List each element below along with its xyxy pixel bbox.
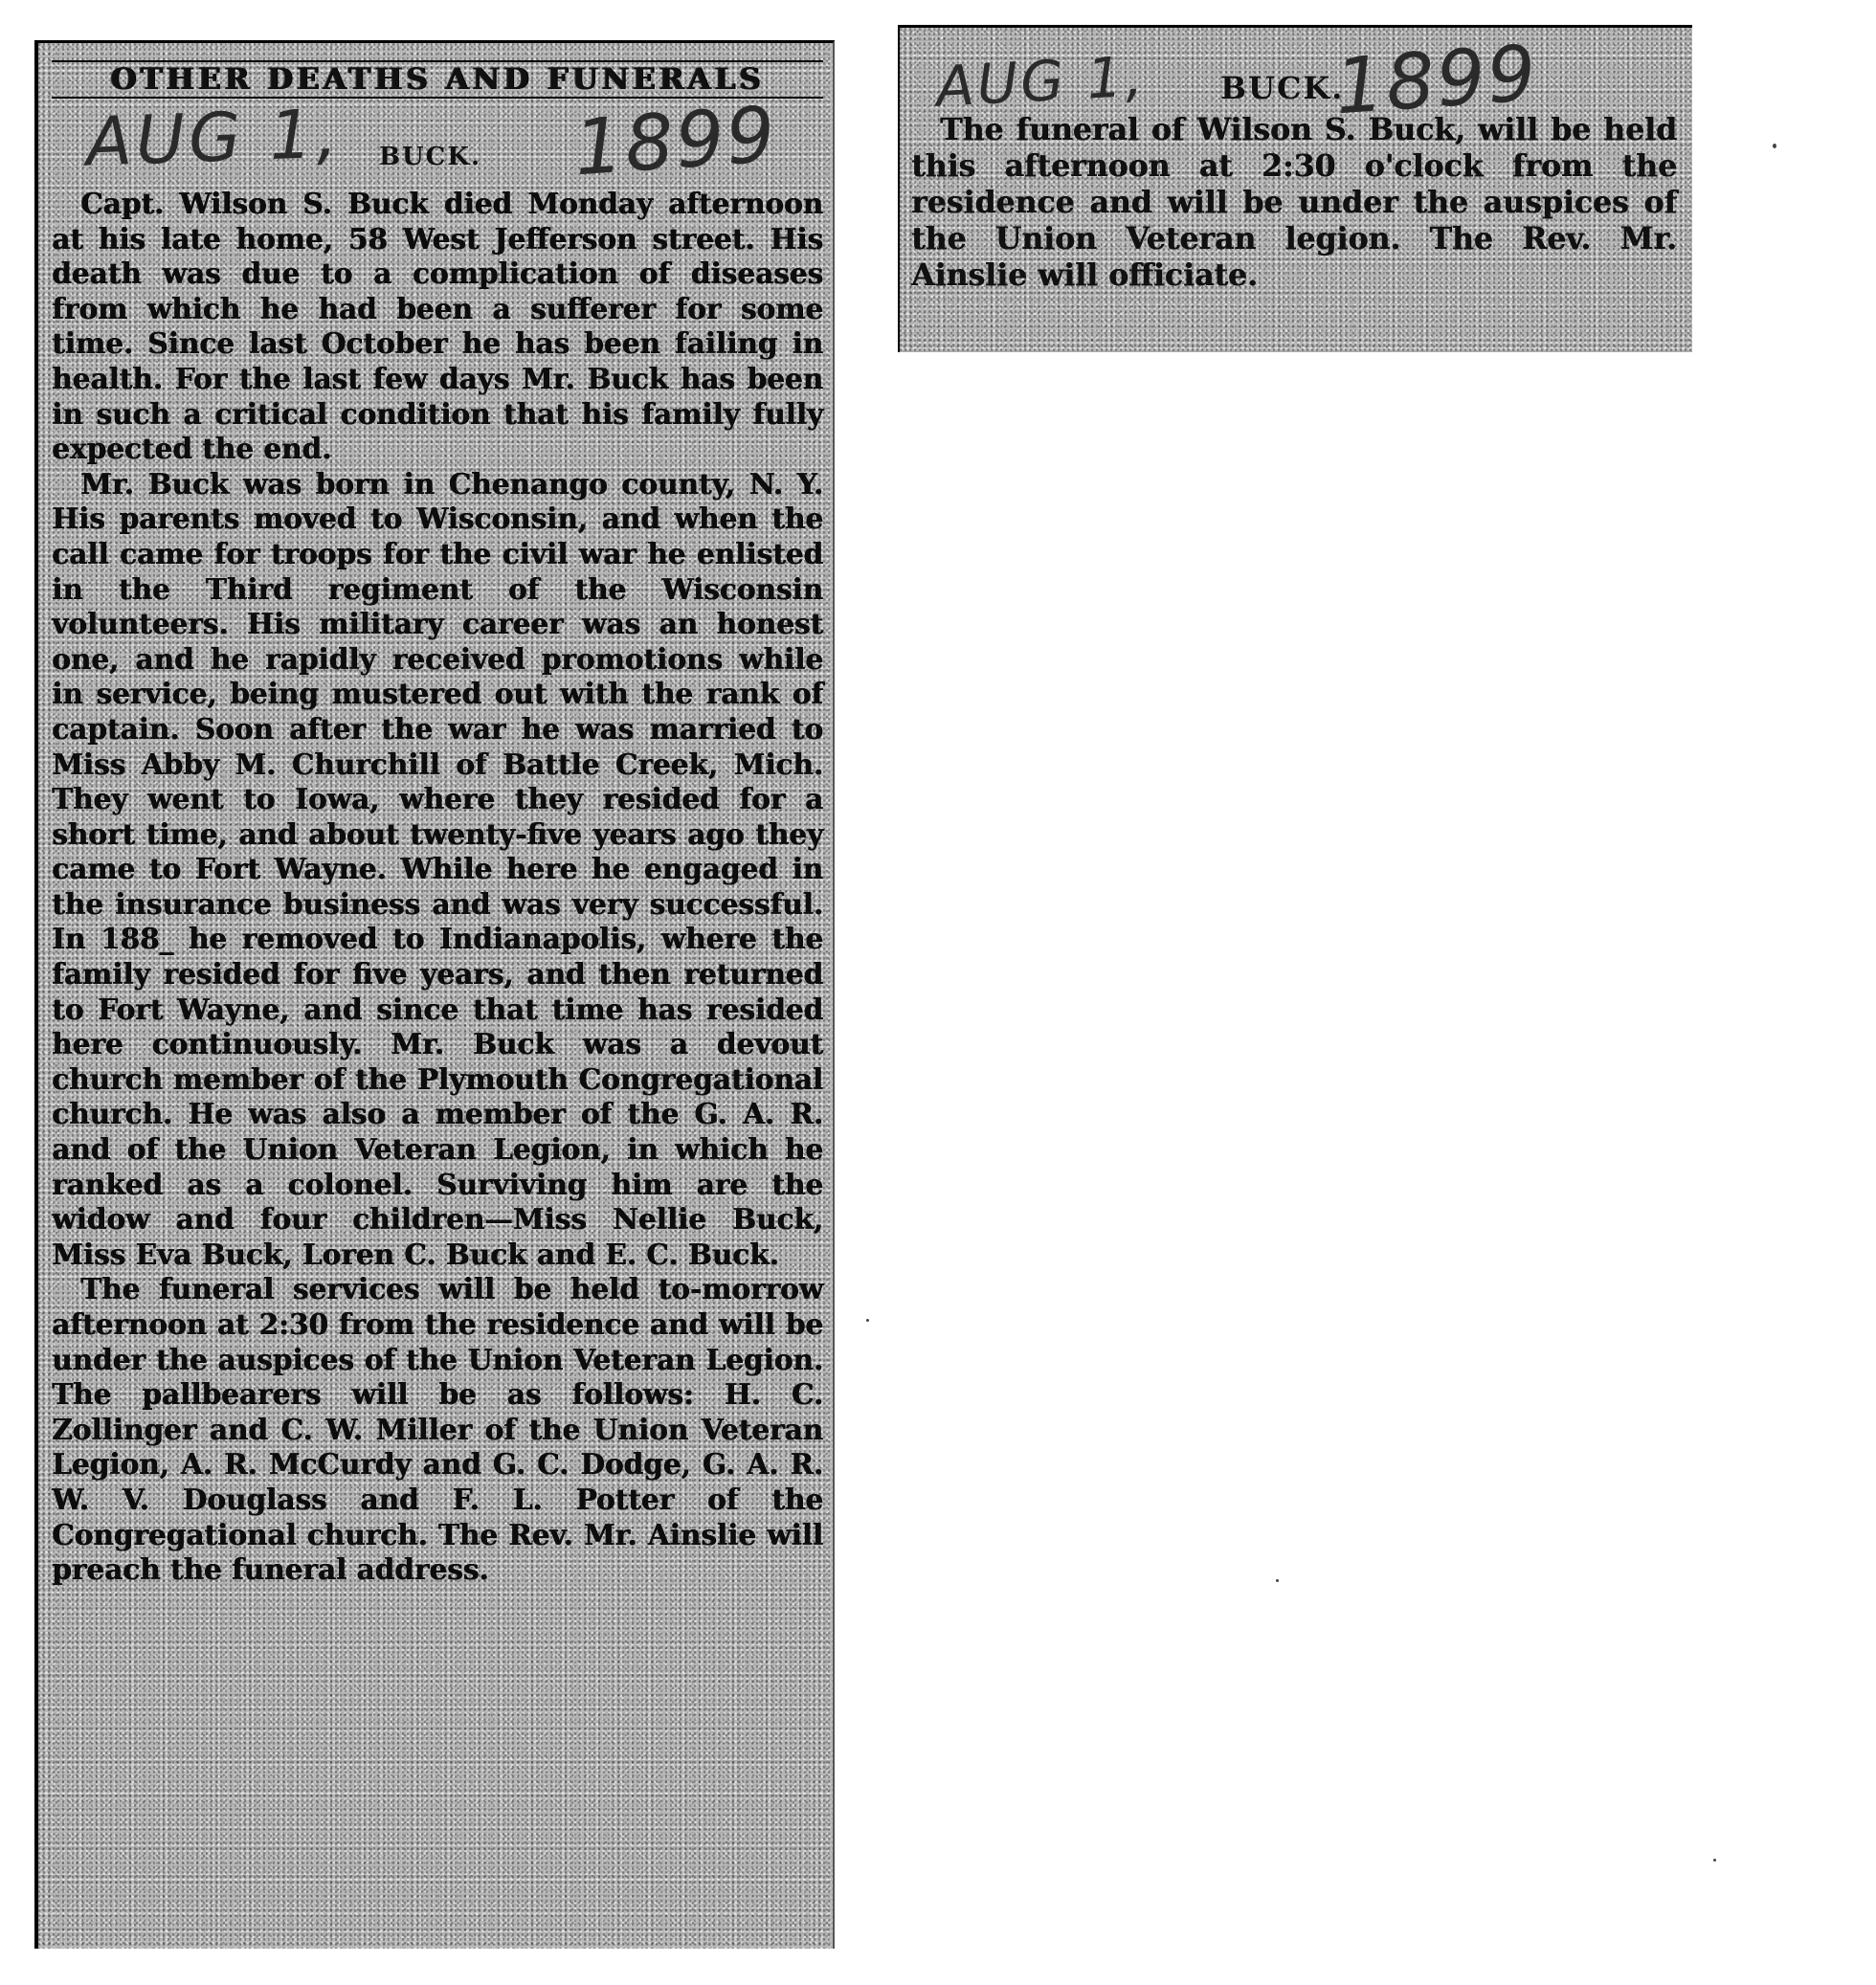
scan-speck	[1773, 144, 1776, 148]
left-newspaper-clipping	[34, 40, 835, 1949]
obituary-name-heading: BUCK.	[379, 143, 481, 171]
handwritten-year: 1899	[1332, 28, 1541, 132]
handwritten-year: 1899	[571, 89, 780, 193]
clipping-headline: OTHER DEATHS AND FUNERALS	[52, 60, 823, 99]
scan-speck	[1713, 1859, 1716, 1862]
funeral-notice-name-heading: BUCK.	[1220, 70, 1345, 106]
obituary-paragraph: Mr. Buck was born in Chenango county, N. Y. His parents moved to Wisconsin, and when the call came for troops for the civil war he enlisted in the Third regiment of the Wisconsin volunteers. His military career was an honest one, and he rapidly received promotions while in service, being mustered out with the rank of captain. Soon after the war he was married to Miss Abby M. Churchill of Battle Creek, Mich. They went to Iowa, where they resided for a short time, and about twenty-five years ago they came to Fort Wayne. While here he engaged in the insurance business and was very successful. In 188_ he removed to Indianapolis, where the family resided for five years, and then returned to Fort Wayne, and since that time has resided here continuously. Mr. Buck was a devout church member of the Plymouth Congregational church. He was also a member of the G. A. R. and of the Union Veteran Legion, in which he ranked as a colonel. Surviving him are the widow and four children—Miss Nellie Buck, Miss Eva Buck, Loren C. Buck and E. C. Buck.	[52, 466, 823, 1271]
funeral-notice-body	[911, 112, 1677, 294]
right-newspaper-clipping	[898, 25, 1692, 352]
obituary-body	[52, 187, 823, 1588]
handwritten-date: AUG 1,	[84, 94, 343, 182]
obituary-paragraph: The funeral services will be held to-morrow afternoon at 2:30 from the residence and will be under the auspices of the Union Veteran Legion. The pallbearers will be as follows: H. C. Zollinger and C. W. Miller of the Union Veteran Legion, A. R. McCurdy and G. C. Dodge, G. A. R. W. V. Douglass and F. L. Potter of the Congregational church. The Rev. Mr. Ainslie will preach the funeral address.	[52, 1272, 823, 1587]
obituary-paragraph: Capt. Wilson S. Buck died Monday afternoon at his late home, 58 West Jefferson street. His death was due to a complication of diseases from which he had been a sufferer for some time. Since last October he has been failing in health. For the last few days Mr. Buck has been in such a critical condition that his family fully expected the end.	[52, 187, 823, 466]
handwritten-date: AUG 1,	[934, 43, 1148, 120]
scan-speck	[1276, 1579, 1279, 1582]
scan-speck	[866, 1319, 869, 1322]
funeral-notice-paragraph: The funeral of Wilson S. Buck, will be held this afternoon at 2:30 o'clock from the residence and will be under the auspices of the Union Veteran legion. The Rev. Mr. Ainslie will officiate.	[911, 112, 1677, 293]
